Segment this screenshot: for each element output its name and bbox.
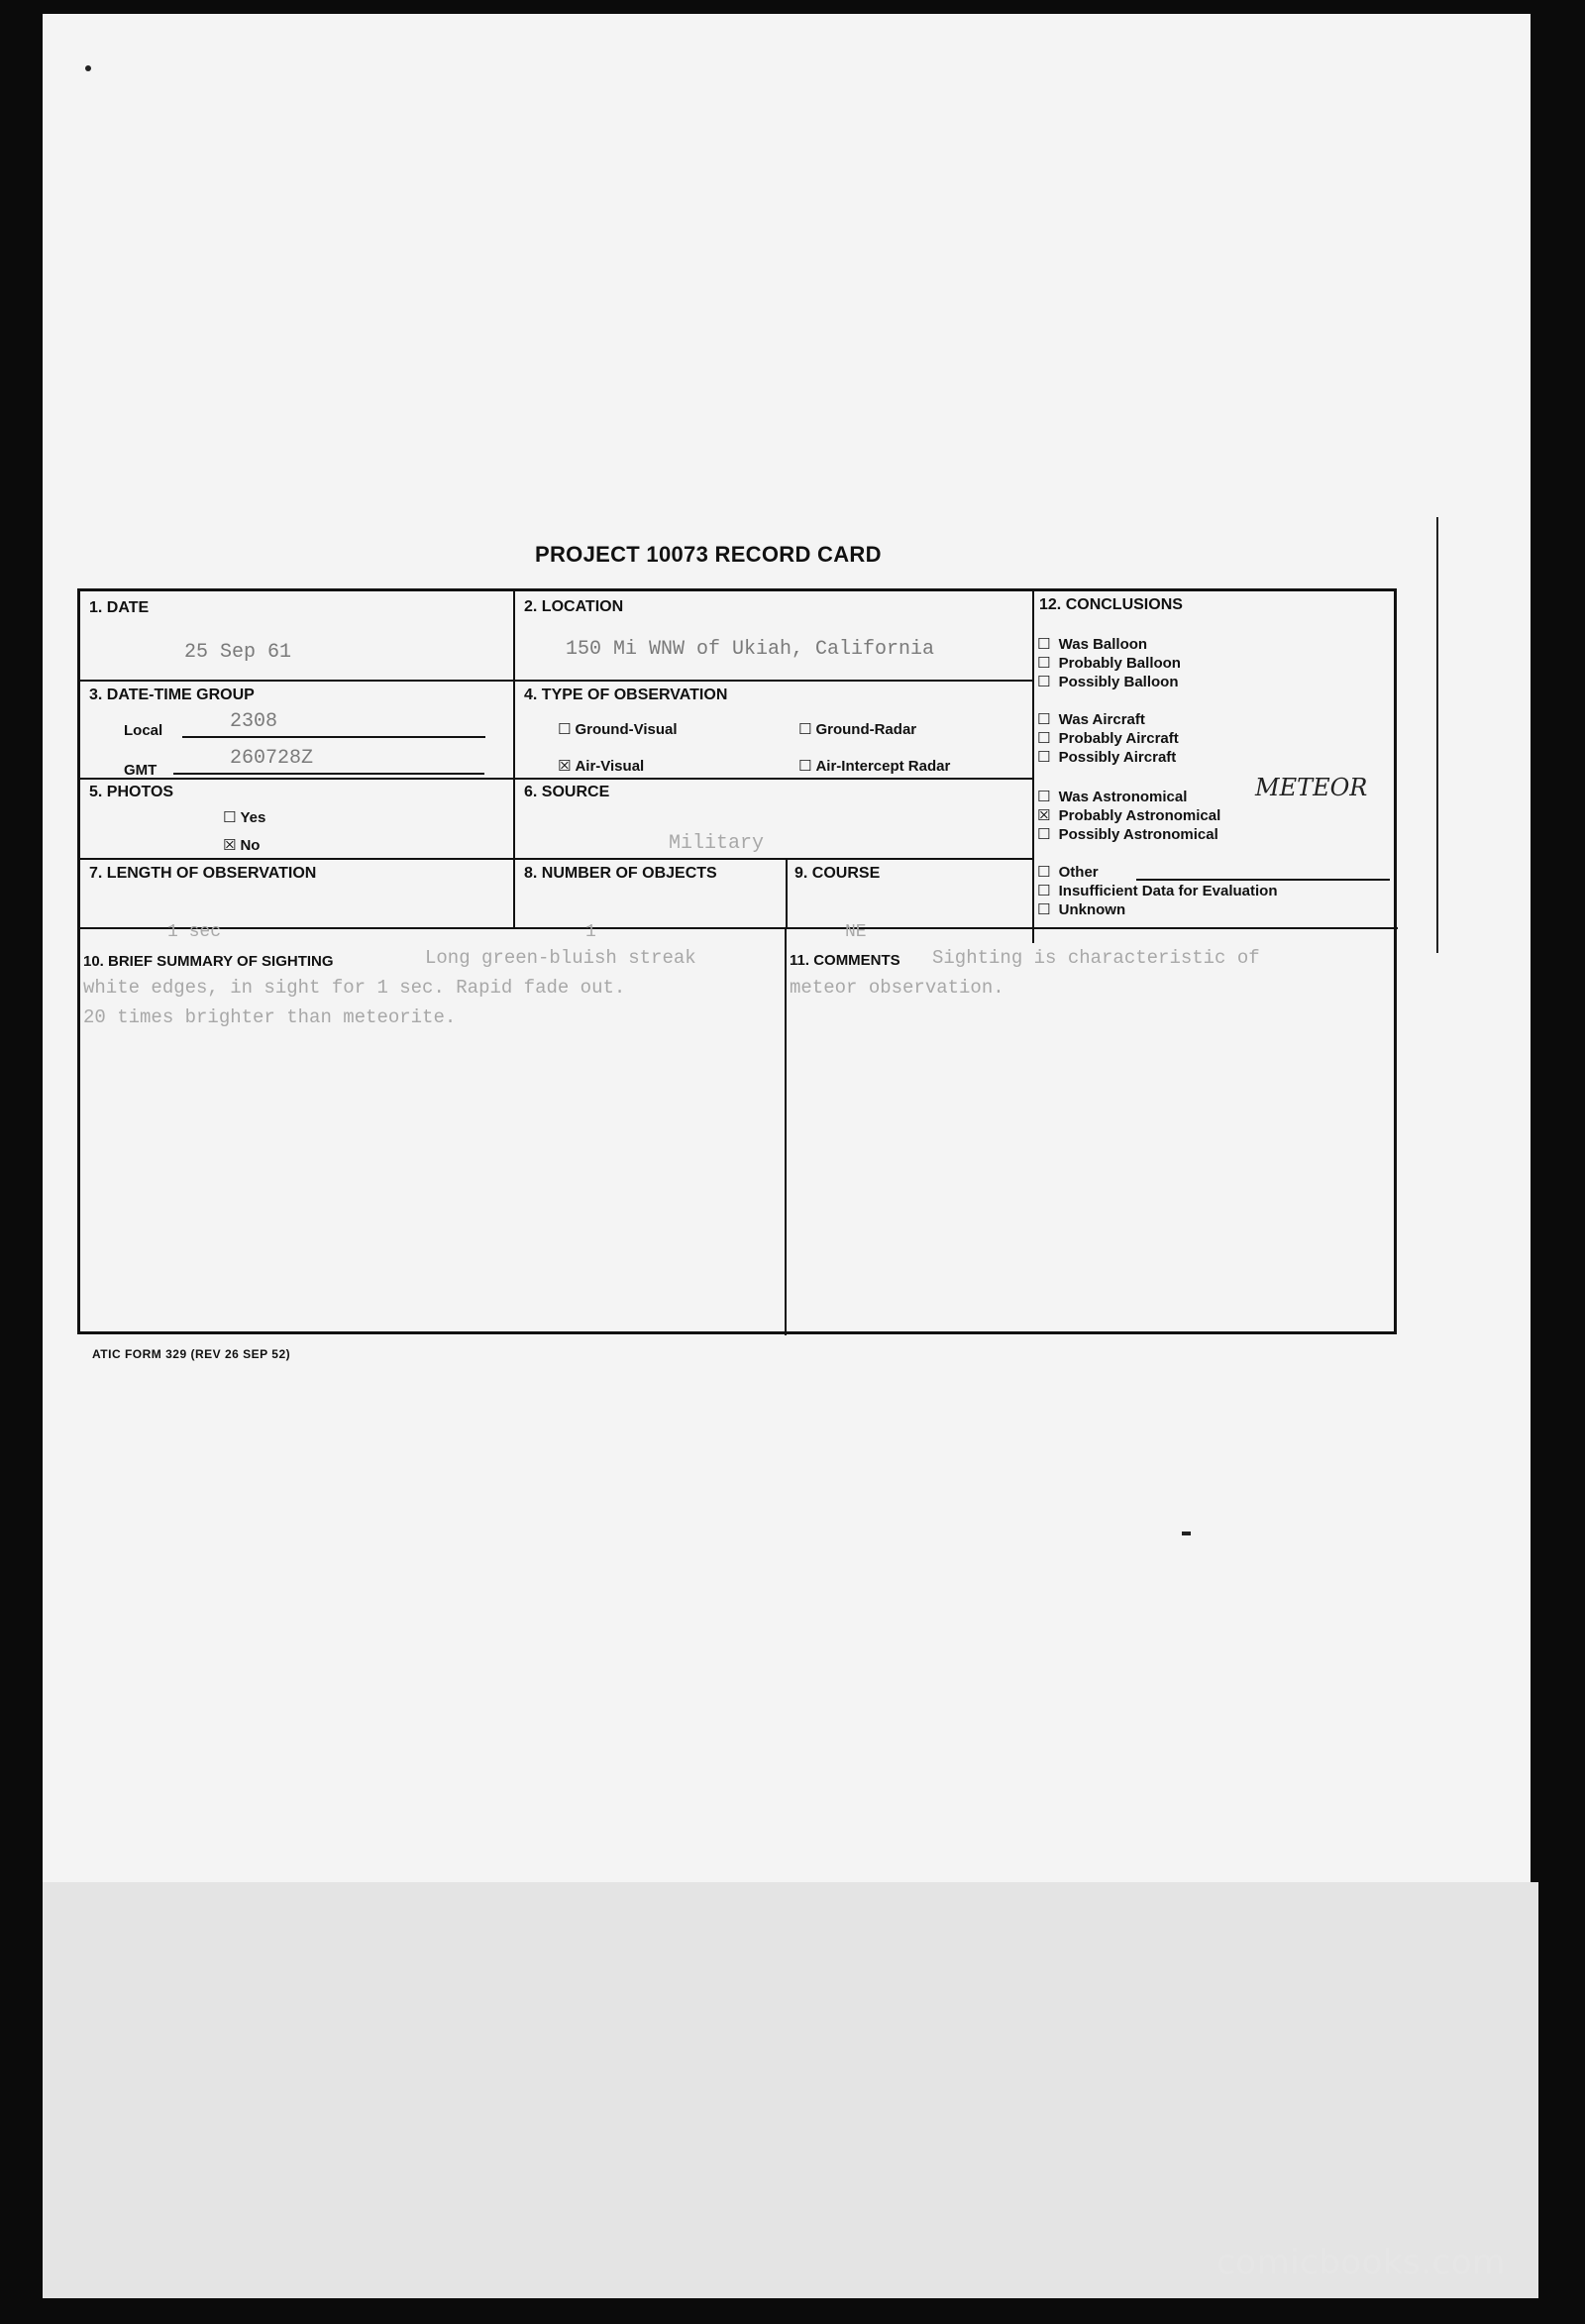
insufficient-data-option[interactable]: ☐ Insufficient Data for Evaluation (1037, 882, 1278, 899)
length-label: 7. LENGTH OF OBSERVATION (89, 865, 317, 882)
date-value: 25 Sep 61 (184, 641, 292, 664)
background-sheet (43, 1882, 1538, 2298)
other-underline (1136, 879, 1390, 881)
comments-line-2: meteor observation. (790, 977, 1004, 999)
checkbox-icon: ☐ (1037, 900, 1051, 918)
divider (80, 778, 1033, 780)
divider (785, 927, 787, 1335)
location-value: 150 Mi WNW of Ukiah, California (566, 638, 935, 661)
probably-balloon-option[interactable]: ☐ Probably Balloon (1037, 654, 1181, 672)
checked-box-icon: ☒ (1037, 806, 1051, 824)
dtg-label: 3. DATE-TIME GROUP (89, 687, 255, 703)
observation-type-label: 4. TYPE OF OBSERVATION (524, 687, 728, 703)
length-value: 1 sec (167, 922, 222, 942)
record-card (77, 588, 1397, 1334)
sheet-edge (1436, 517, 1438, 953)
date-label: 1. DATE (89, 599, 150, 616)
course-label: 9. COURSE (794, 865, 881, 882)
checkbox-icon: ☐ (798, 720, 812, 738)
checkbox-icon: ☐ (798, 757, 812, 775)
possibly-aircraft-option[interactable]: ☐ Possibly Aircraft (1037, 748, 1177, 766)
checked-box-icon: ☒ (223, 836, 237, 854)
num-objects-value: 1 (585, 922, 596, 942)
checkbox-icon: ☐ (1037, 882, 1051, 899)
checkbox-icon: ☐ (1037, 654, 1051, 672)
divider (786, 858, 788, 927)
conclusions-label: 12. CONCLUSIONS (1039, 596, 1183, 613)
checkbox-icon: ☐ (558, 720, 572, 738)
divider (513, 591, 515, 928)
checkbox-icon: ☐ (1037, 729, 1051, 747)
probably-aircraft-option[interactable]: ☐ Probably Aircraft (1037, 729, 1179, 747)
checkbox-icon: ☐ (1037, 748, 1051, 766)
checkbox-icon: ☐ (1037, 673, 1051, 690)
checkbox-icon: ☐ (1037, 825, 1051, 843)
watermark: comicbooks.com (1216, 2243, 1506, 2282)
summary-line-1: Long green-bluish streak (425, 947, 696, 969)
form-identifier: ATIC FORM 329 (REV 26 SEP 52) (92, 1347, 291, 1361)
local-underline (182, 736, 485, 738)
location-label: 2. LOCATION (524, 598, 624, 615)
card-title: PROJECT 10073 RECORD CARD (535, 542, 882, 567)
photos-no-option[interactable]: ☒ No (223, 836, 261, 854)
handwritten-note: METEOR (1255, 774, 1368, 801)
divider (1032, 591, 1034, 943)
checkbox-icon: ☐ (1037, 788, 1051, 805)
source-value: Military (669, 832, 765, 855)
photos-yes-option[interactable]: ☐ Yes (223, 808, 266, 826)
ground-radar-option[interactable]: ☐ Ground-Radar (798, 720, 917, 738)
num-objects-label: 8. NUMBER OF OBJECTS (524, 865, 717, 882)
summary-line-3: 20 times brighter than meteorite. (83, 1006, 457, 1028)
possibly-balloon-option[interactable]: ☐ Possibly Balloon (1037, 673, 1179, 690)
was-aircraft-option[interactable]: ☐ Was Aircraft (1037, 710, 1145, 728)
local-label: Local (124, 722, 163, 739)
divider (80, 927, 1398, 929)
source-label: 6. SOURCE (524, 784, 610, 800)
summary-label: 10. BRIEF SUMMARY OF SIGHTING (83, 953, 334, 970)
air-intercept-radar-option[interactable]: ☐ Air-Intercept Radar (798, 757, 951, 775)
ink-mark (1182, 1532, 1191, 1535)
checkbox-icon: ☐ (1037, 710, 1051, 728)
checked-box-icon: ☒ (558, 757, 572, 775)
other-option[interactable]: ☐ Other (1037, 863, 1099, 881)
comments-line-1: Sighting is characteristic of (932, 947, 1260, 969)
was-astronomical-option[interactable]: ☐ Was Astronomical (1037, 788, 1188, 805)
divider (80, 680, 1033, 682)
ground-visual-option[interactable]: ☐ Ground-Visual (558, 720, 678, 738)
was-balloon-option[interactable]: ☐ Was Balloon (1037, 635, 1148, 653)
checkbox-icon: ☐ (223, 808, 237, 826)
comments-label: 11. COMMENTS (790, 952, 900, 969)
local-value: 2308 (230, 710, 278, 733)
divider (80, 858, 1033, 860)
photos-label: 5. PHOTOS (89, 784, 174, 800)
ink-mark (85, 65, 91, 71)
unknown-option[interactable]: ☐ Unknown (1037, 900, 1126, 918)
checkbox-icon: ☐ (1037, 863, 1051, 881)
gmt-underline (173, 773, 484, 775)
gmt-label: GMT (124, 762, 158, 779)
gmt-value: 260728Z (230, 747, 314, 770)
course-value: NE (845, 922, 867, 942)
checkbox-icon: ☐ (1037, 635, 1051, 653)
air-visual-option[interactable]: ☒ Air-Visual (558, 757, 645, 775)
summary-line-2: white edges, in sight for 1 sec. Rapid fade out. (83, 977, 626, 999)
probably-astronomical-option[interactable]: ☒ Probably Astronomical (1037, 806, 1221, 824)
possibly-astronomical-option[interactable]: ☐ Possibly Astronomical (1037, 825, 1218, 843)
